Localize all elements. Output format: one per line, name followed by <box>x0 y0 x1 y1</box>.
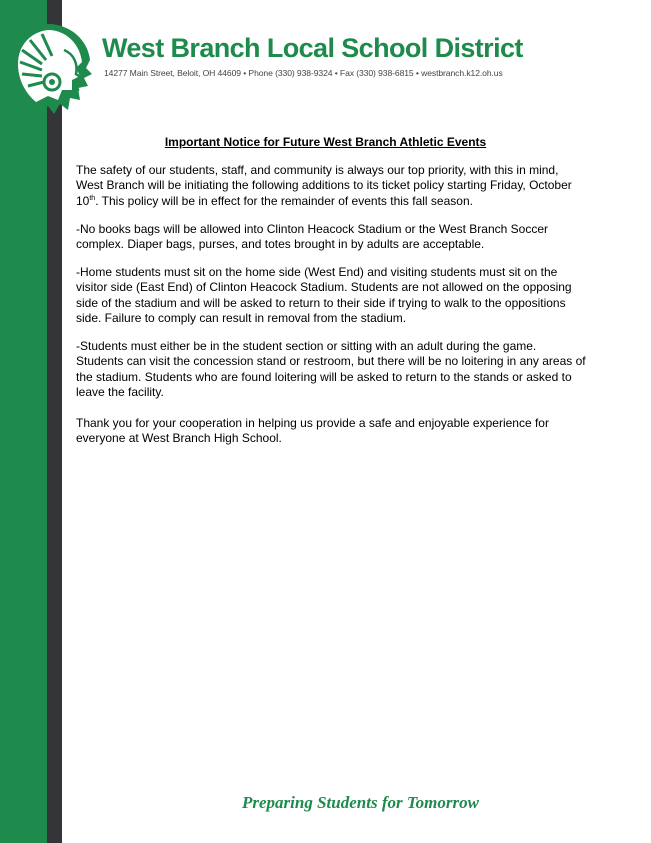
line: side of the stadium and will be asked to return to their side if trying to walk to the oppositions <box>76 295 566 310</box>
line: everyone at West Branch High School. <box>76 431 282 446</box>
line: the stadium. Students who are found loitering will be asked to return to the stands or asked to <box>76 369 572 384</box>
paragraph-bags <box>76 222 548 253</box>
left-green-stripe <box>0 0 47 843</box>
line: leave the facility. <box>76 384 164 399</box>
line: -No books bags will be allowed into Clinton Heacock Stadium or the West Branch Soccer <box>76 222 549 236</box>
district-address: 14277 Main Street, Beloit, OH 44609 • Phone (330) 938-9324 • Fax (330) 938-6815 • westbranch.k12.oh.us <box>104 68 503 78</box>
footer-motto: Preparing Students for Tomorrow <box>242 793 479 812</box>
notice-title-text: Important Notice for Future West Branch Athletic Events <box>164 135 487 149</box>
line: Thank you for your cooperation in helping us provide a safe and enjoyable experience for <box>76 416 549 430</box>
line: complex. Diaper bags, purses, and totes brought in by adults are acceptable. <box>76 237 485 252</box>
paragraph-intro <box>76 163 572 209</box>
line: side. Failure to comply can result in removal from the stadium. <box>76 310 407 325</box>
line: Students can visit the concession stand or restroom, but there will be no loitering in any areas of <box>76 354 586 369</box>
district-name: West Branch Local School District <box>102 33 523 63</box>
date-day: 10 <box>76 193 90 208</box>
line: -Students must either be in the student section or sitting with an adult during the game. <box>76 339 537 353</box>
line: visitor side (East End) of Clinton Heacock Stadium. Students are not allowed on the opposing <box>76 280 572 295</box>
date-suffix: th <box>89 194 96 202</box>
line-text: . This policy will be in effect for the remainder of events this fall season. <box>95 193 473 208</box>
paragraph-thanks <box>76 416 549 447</box>
paragraph-supervision <box>76 339 586 400</box>
line: The safety of our students, staff, and community is always our top priority, with this in mind, <box>76 163 559 177</box>
line: West Branch will be initiating the following additions to its ticket policy starting Friday, October <box>76 178 572 193</box>
line <box>76 194 572 209</box>
chief-headdress-logo-icon <box>8 20 94 116</box>
left-dark-stripe <box>47 0 62 843</box>
paragraph-seating <box>76 265 572 326</box>
notice-title <box>0 135 651 149</box>
line: -Home students must sit on the home side (West End) and visiting students must sit on the <box>76 265 558 279</box>
